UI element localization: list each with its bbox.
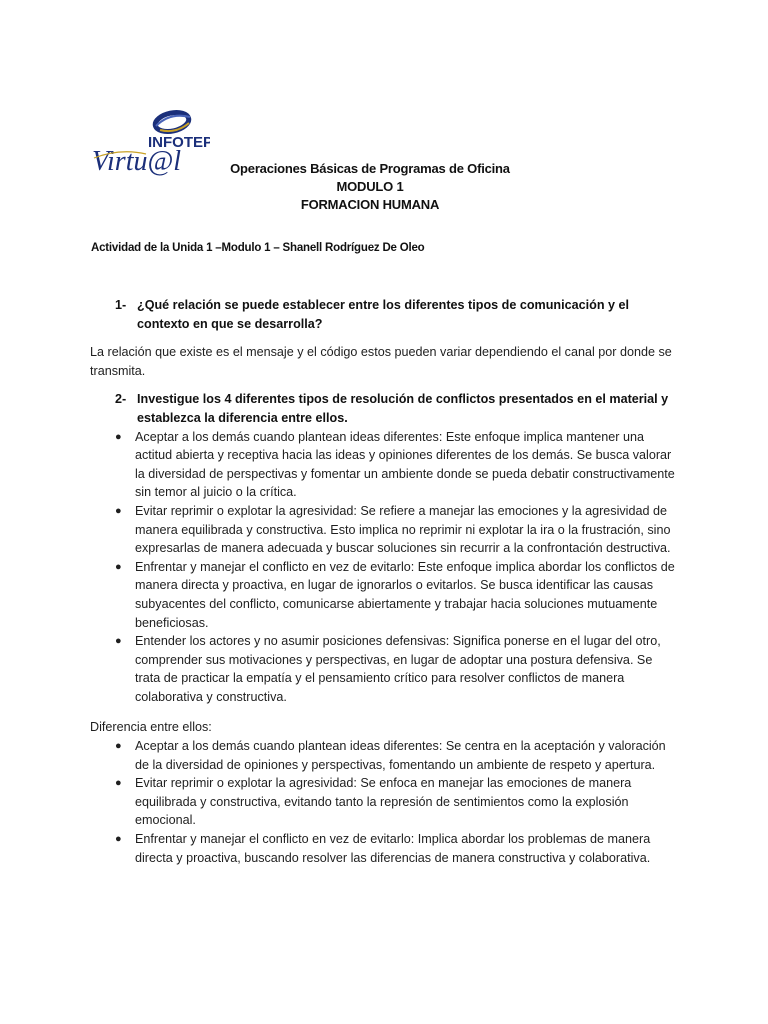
list-item-text: Aceptar a los demás cuando plantean ideas diferentes: Se centra en la aceptación y valoración de la diversidad de opiniones y perspectivas, fomentando un ambiente de respeto y apertura. — [135, 739, 666, 772]
question-2 — [115, 390, 680, 427]
list-item — [115, 830, 680, 867]
header-unit-title: FORMACION HUMANA — [300, 197, 440, 212]
logo-brand-text: INFOTEP — [148, 134, 210, 151]
bullet-icon: ● — [115, 635, 122, 648]
activity-line: Actividad de la Unida 1 –Modulo 1 – Shanell Rodríguez De Oleo — [91, 242, 425, 254]
question-number: 1- — [115, 298, 127, 312]
bullet-icon: ● — [115, 560, 122, 573]
question-text: ¿Qué relación se puede establecer entre los diferentes tipos de comunicación y el contexto en que se desarrolla? — [137, 298, 630, 331]
list-item-text: Entender los actores y no asumir posiciones defensivas: Significa ponerse en el lugar del otro, comprender sus motivaciones y perspectivas, en lugar de adoptar una postura defensiva. Se trata de practicar la empatía y el pensamiento crítico para resolver conflictos de manera colaborativa y constructiva. — [135, 634, 661, 704]
answer-1: La relación que existe es el mensaje y el código estos pueden variar dependiendo el canal por donde se transmita. — [90, 345, 672, 378]
list-item-text: Evitar reprimir o explotar la agresividad: Se enfoca en manejar las emociones de manera equilibrada y constructiva, evitando tanto la represión de sentimientos como la explosión emocional. — [135, 776, 632, 828]
logo-script-text: Virtu@l — [92, 146, 182, 177]
list-item-text: Enfrentar y manejar el conflicto en vez de evitarlo: Implica abordar los problemas de manera directa y proactiva, buscando resolver las diferencias de manera constructiva y colaborativa. — [135, 832, 651, 865]
conflict-types-list — [90, 428, 680, 707]
question-1 — [115, 296, 680, 333]
bullet-icon: ● — [115, 740, 122, 753]
question-text: Investigue los 4 diferentes tipos de resolución de conflictos presentados en el material y establezca la diferencia entre ellos. — [137, 392, 669, 425]
list-item-text: Enfrentar y manejar el conflicto en vez de evitarlo: Este enfoque implica abordar los conflictos de manera directa y proactiva, en lugar de ignorarlos o evitarlos. Se busca identificar las causas subyacentes del conflicto, comunicarse abiertamente y trabajar hacia soluciones mutuamente beneficiosas. — [135, 559, 675, 630]
bullet-icon: ● — [115, 504, 122, 517]
list-item — [115, 632, 680, 706]
list-item — [115, 428, 680, 502]
differences-heading: Diferencia entre ellos: — [90, 720, 212, 735]
list-item — [115, 502, 680, 558]
list-item-text: Aceptar a los demás cuando plantean ideas diferentes: Este enfoque implica mantener una actitud abierta y receptiva hacia las ideas y opiniones diferentes de los demás. Se busca valorar la diversidad de perspectivas y fomentar un ambiente donde se pueda debatir constructivamente sin temor al juicio o la crítica. — [135, 429, 675, 500]
bullet-icon: ● — [115, 833, 122, 846]
differences-list — [90, 737, 680, 867]
list-item — [115, 558, 680, 632]
document-body — [90, 296, 680, 867]
bullet-icon: ● — [115, 430, 122, 443]
document-header — [170, 160, 570, 214]
bullet-icon: ● — [115, 777, 122, 790]
list-item-text: Evitar reprimir o explotar la agresividad: Se refiere a manejar las emociones y la agresividad de manera equilibrada y constructiva. Esto implica no reprimir ni explotar la ira o la frustración, sino expresarlas de manera adecuada y buscar soluciones sin recurrir a la confrontación destructiva. — [135, 503, 671, 556]
list-item — [115, 737, 680, 774]
list-item — [115, 774, 680, 830]
header-module: MODULO 1 — [336, 179, 404, 194]
question-number: 2- — [115, 392, 127, 407]
header-course-title: Operaciones Básicas de Programas de Oficina — [230, 161, 510, 176]
